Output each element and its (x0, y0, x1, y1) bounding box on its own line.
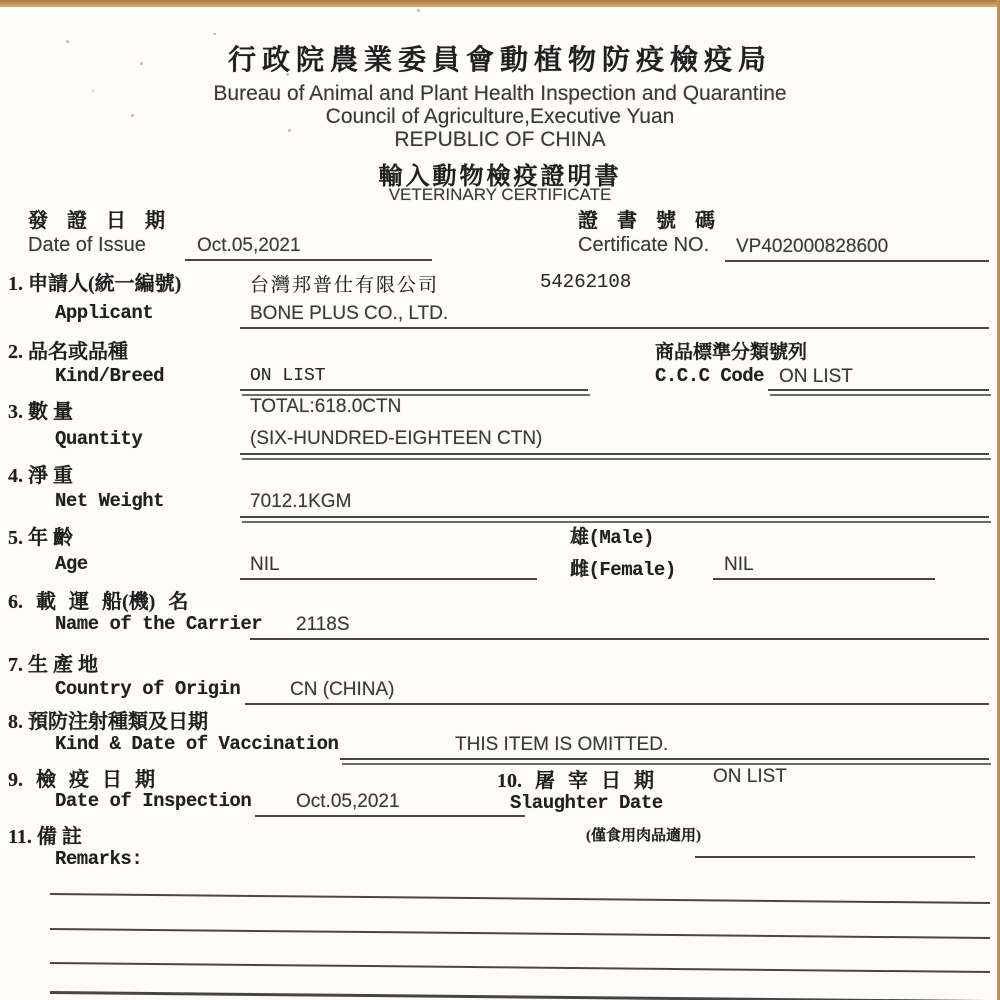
slaughter-note-zh: (僅食用肉品適用) (586, 828, 701, 844)
kind-breed-label-en: Kind/Breed (55, 365, 165, 387)
agency-title-zh: 行政院農業委員會動植物防疫檢疫局 (227, 45, 772, 76)
age-male-label: 雄(Male) (570, 527, 654, 549)
age-underline (240, 578, 537, 580)
certificate-no-value: VP402000828600 (736, 236, 889, 257)
scan-speck (213, 33, 216, 35)
certificate-no-underline (725, 260, 989, 262)
certificate-no-label-en: Certificate NO. (578, 234, 710, 256)
ccc-value: ON LIST (779, 366, 853, 387)
quantity-underline (240, 453, 989, 455)
quantity-value-line1: TOTAL:618.0CTN (250, 396, 402, 417)
kind-breed-value: ON LIST (250, 366, 326, 386)
applicant-value-en: BONE PLUS CO., LTD. (250, 303, 449, 324)
bureau-title-en: Bureau of Animal and Plant Health Inspection and Quarantine (213, 82, 787, 105)
inspection-label-en: Date of Inspection (55, 790, 252, 812)
remarks-line-3 (50, 962, 990, 973)
applicant-id-value: 54262108 (540, 271, 632, 293)
date-of-issue-label-en: Date of Issue (28, 234, 146, 256)
remarks-line-2 (50, 928, 990, 939)
slaughter-value: ON LIST (713, 766, 787, 787)
origin-value: CN (CHINA) (290, 679, 395, 700)
vaccination-label-zh: 8. 預防注射種類及日期 (8, 711, 208, 733)
country-title-en: REPUBLIC OF CHINA (394, 128, 606, 151)
kind-breed-underline (240, 389, 588, 391)
applicant-label-zh: 1. 申請人(統一編號) (8, 273, 182, 295)
carrier-label-zh: 6. 載 運 船(機) 名 (8, 591, 189, 613)
kind-breed-label-zh: 2. 品名或品種 (8, 341, 128, 363)
net-weight-underline (240, 516, 989, 518)
age-label-en: Age (55, 553, 88, 575)
origin-label-en: Country of Origin (55, 678, 241, 700)
ccc-label-zh: 商品標準分類號列 (655, 342, 808, 363)
remarks-line-1 (50, 893, 990, 904)
age-label-zh: 5. 年 齡 (8, 527, 73, 549)
date-of-issue-label-zh: 發 證 日 期 (28, 210, 165, 232)
age-value: NIL (250, 554, 280, 575)
slaughter-note-underline (695, 856, 975, 858)
quantity-label-en: Quantity (55, 428, 143, 450)
council-title-en: Council of Agriculture,Executive Yuan (325, 105, 675, 128)
age-female-label: 雌(Female) (570, 559, 676, 581)
net-weight-value: 7012.1KGM (250, 491, 352, 512)
applicant-value-zh: 台灣邦普仕有限公司 (250, 275, 440, 296)
quantity-value-line2: (SIX-HUNDRED-EIGHTEEN CTN) (250, 428, 543, 449)
remarks-line-4 (50, 991, 990, 1000)
slaughter-label-zh: 10. 屠 宰 日 期 (497, 770, 654, 792)
net-weight-label-en: Net Weight (55, 490, 165, 512)
carrier-value: 2118S (296, 614, 350, 635)
vaccination-value: THIS ITEM IS OMITTED. (455, 734, 669, 755)
remarks-label-zh: 11. 備 註 (8, 826, 82, 848)
carrier-label-en: Name of the Carrier (55, 613, 263, 635)
scan-speck (417, 9, 420, 12)
applicant-label-en: Applicant (55, 302, 154, 324)
applicant-underline (240, 327, 989, 329)
top-gold-bar (0, 0, 1000, 7)
slaughter-label-en: Slaughter Date (510, 792, 663, 814)
ccc-underline (768, 389, 989, 391)
remarks-label-en: Remarks: (55, 848, 143, 870)
origin-label-zh: 7. 生 產 地 (8, 654, 98, 676)
certificate-no-label-zh: 證 書 號 碼 (578, 210, 715, 232)
carrier-underline (250, 638, 989, 640)
origin-underline (245, 703, 989, 705)
age-female-underline (713, 578, 935, 580)
quantity-label-zh: 3. 數 量 (8, 401, 73, 423)
age-female-value: NIL (724, 554, 754, 575)
net-weight-label-zh: 4. 淨 重 (8, 465, 73, 487)
vaccination-label-en: Kind & Date of Vaccination (55, 733, 339, 755)
vaccination-underline (340, 758, 989, 760)
date-of-issue-underline (185, 259, 432, 261)
ccc-label-en: C.C.C Code (655, 365, 765, 387)
inspection-value: Oct.05,2021 (296, 791, 400, 812)
certificate-title-zh: 輸入動物檢疫證明書 (378, 164, 622, 190)
certificate-title-en: VETERINARY CERTIFICATE (388, 185, 612, 204)
inspection-label-zh: 9. 檢 疫 日 期 (8, 769, 155, 791)
date-of-issue-value: Oct.05,2021 (197, 235, 301, 256)
inspection-underline (255, 815, 525, 817)
